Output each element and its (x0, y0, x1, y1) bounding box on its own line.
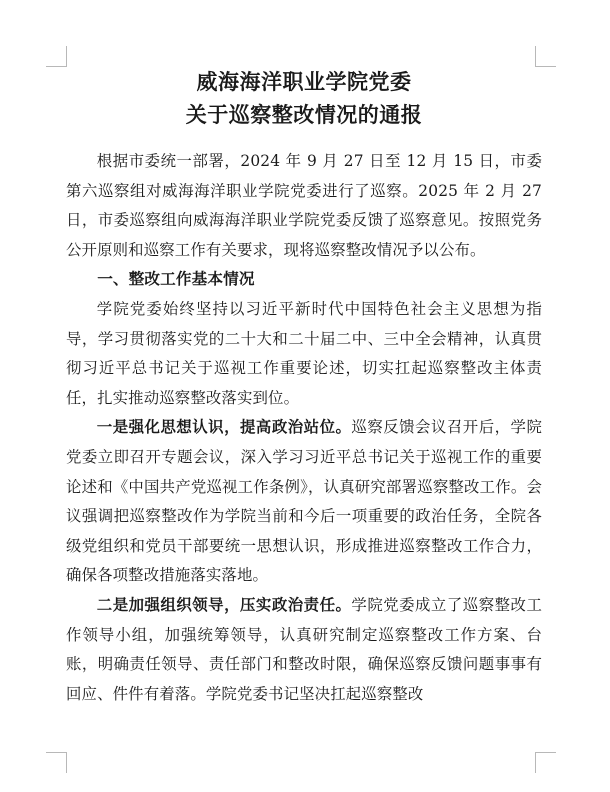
point-paragraph-2 (66, 591, 542, 709)
point-text-2: 学院党委成立了巡察整改工作领导小组，加强统筹领导，认真研究制定巡察整改工作方案、台账，明确责任领导、责任部门和整改时限，确保巡察反馈问题事事有回应、件件有着落。学院党委书记坚决扛起巡察整改 (66, 595, 542, 703)
section-heading: 一、整改工作基本情况 (97, 270, 255, 289)
document-title-line1: 威海海洋职业学院党委 (196, 70, 412, 94)
crop-mark-bottom-left (46, 752, 67, 773)
crop-mark-top-right (535, 46, 556, 67)
point-text-1: 巡察反馈会议召开后，学院党委立即召开专题会议，深入学习习近平总书记关于巡视工作的重要论述和《中国共产党巡视工作条例》，认真研究部署巡察整改工作。会议强调把巡察整改作为学院当前和今后一项重要的政治任务，全院各级党组织和党员干部要统一思想认识，形成推进巡察整改工作合力，确保各项整改措施落实落地。 (66, 418, 542, 585)
point-lead-2: 二是加强组织领导，压实政治责任。 (96, 595, 352, 614)
point-lead-1: 一是强化思想认识，提高政治站位。 (96, 418, 352, 437)
point-paragraph-1 (66, 413, 542, 591)
crop-mark-top-left (46, 46, 67, 67)
intro-paragraph: 根据市委统一部署，2024 年 9 月 27 日至 12 月 15 日，市委第六巡察组对威海海洋职业学院党委进行了巡察。2025 年 2 月 27 日，市委巡察组向威海海洋职业学院党委反馈了巡察意见。按照党务公开原则和巡察工作有关要求，现将巡察整改情况予以公布。 (66, 152, 542, 259)
crop-mark-bottom-right (535, 752, 556, 773)
section-paragraph: 学院党委始终坚持以习近平新时代中国特色社会主义思想为指导，学习贯彻落实党的二十大和二十届二中、三中全会精神，认真贯彻习近平总书记关于巡视工作重要论述，切实扛起巡察整改主体责任，扎实推动巡察整改落实到位。 (66, 299, 542, 407)
document-title-line2: 关于巡察整改情况的通报 (185, 103, 423, 127)
document-body (66, 147, 542, 709)
